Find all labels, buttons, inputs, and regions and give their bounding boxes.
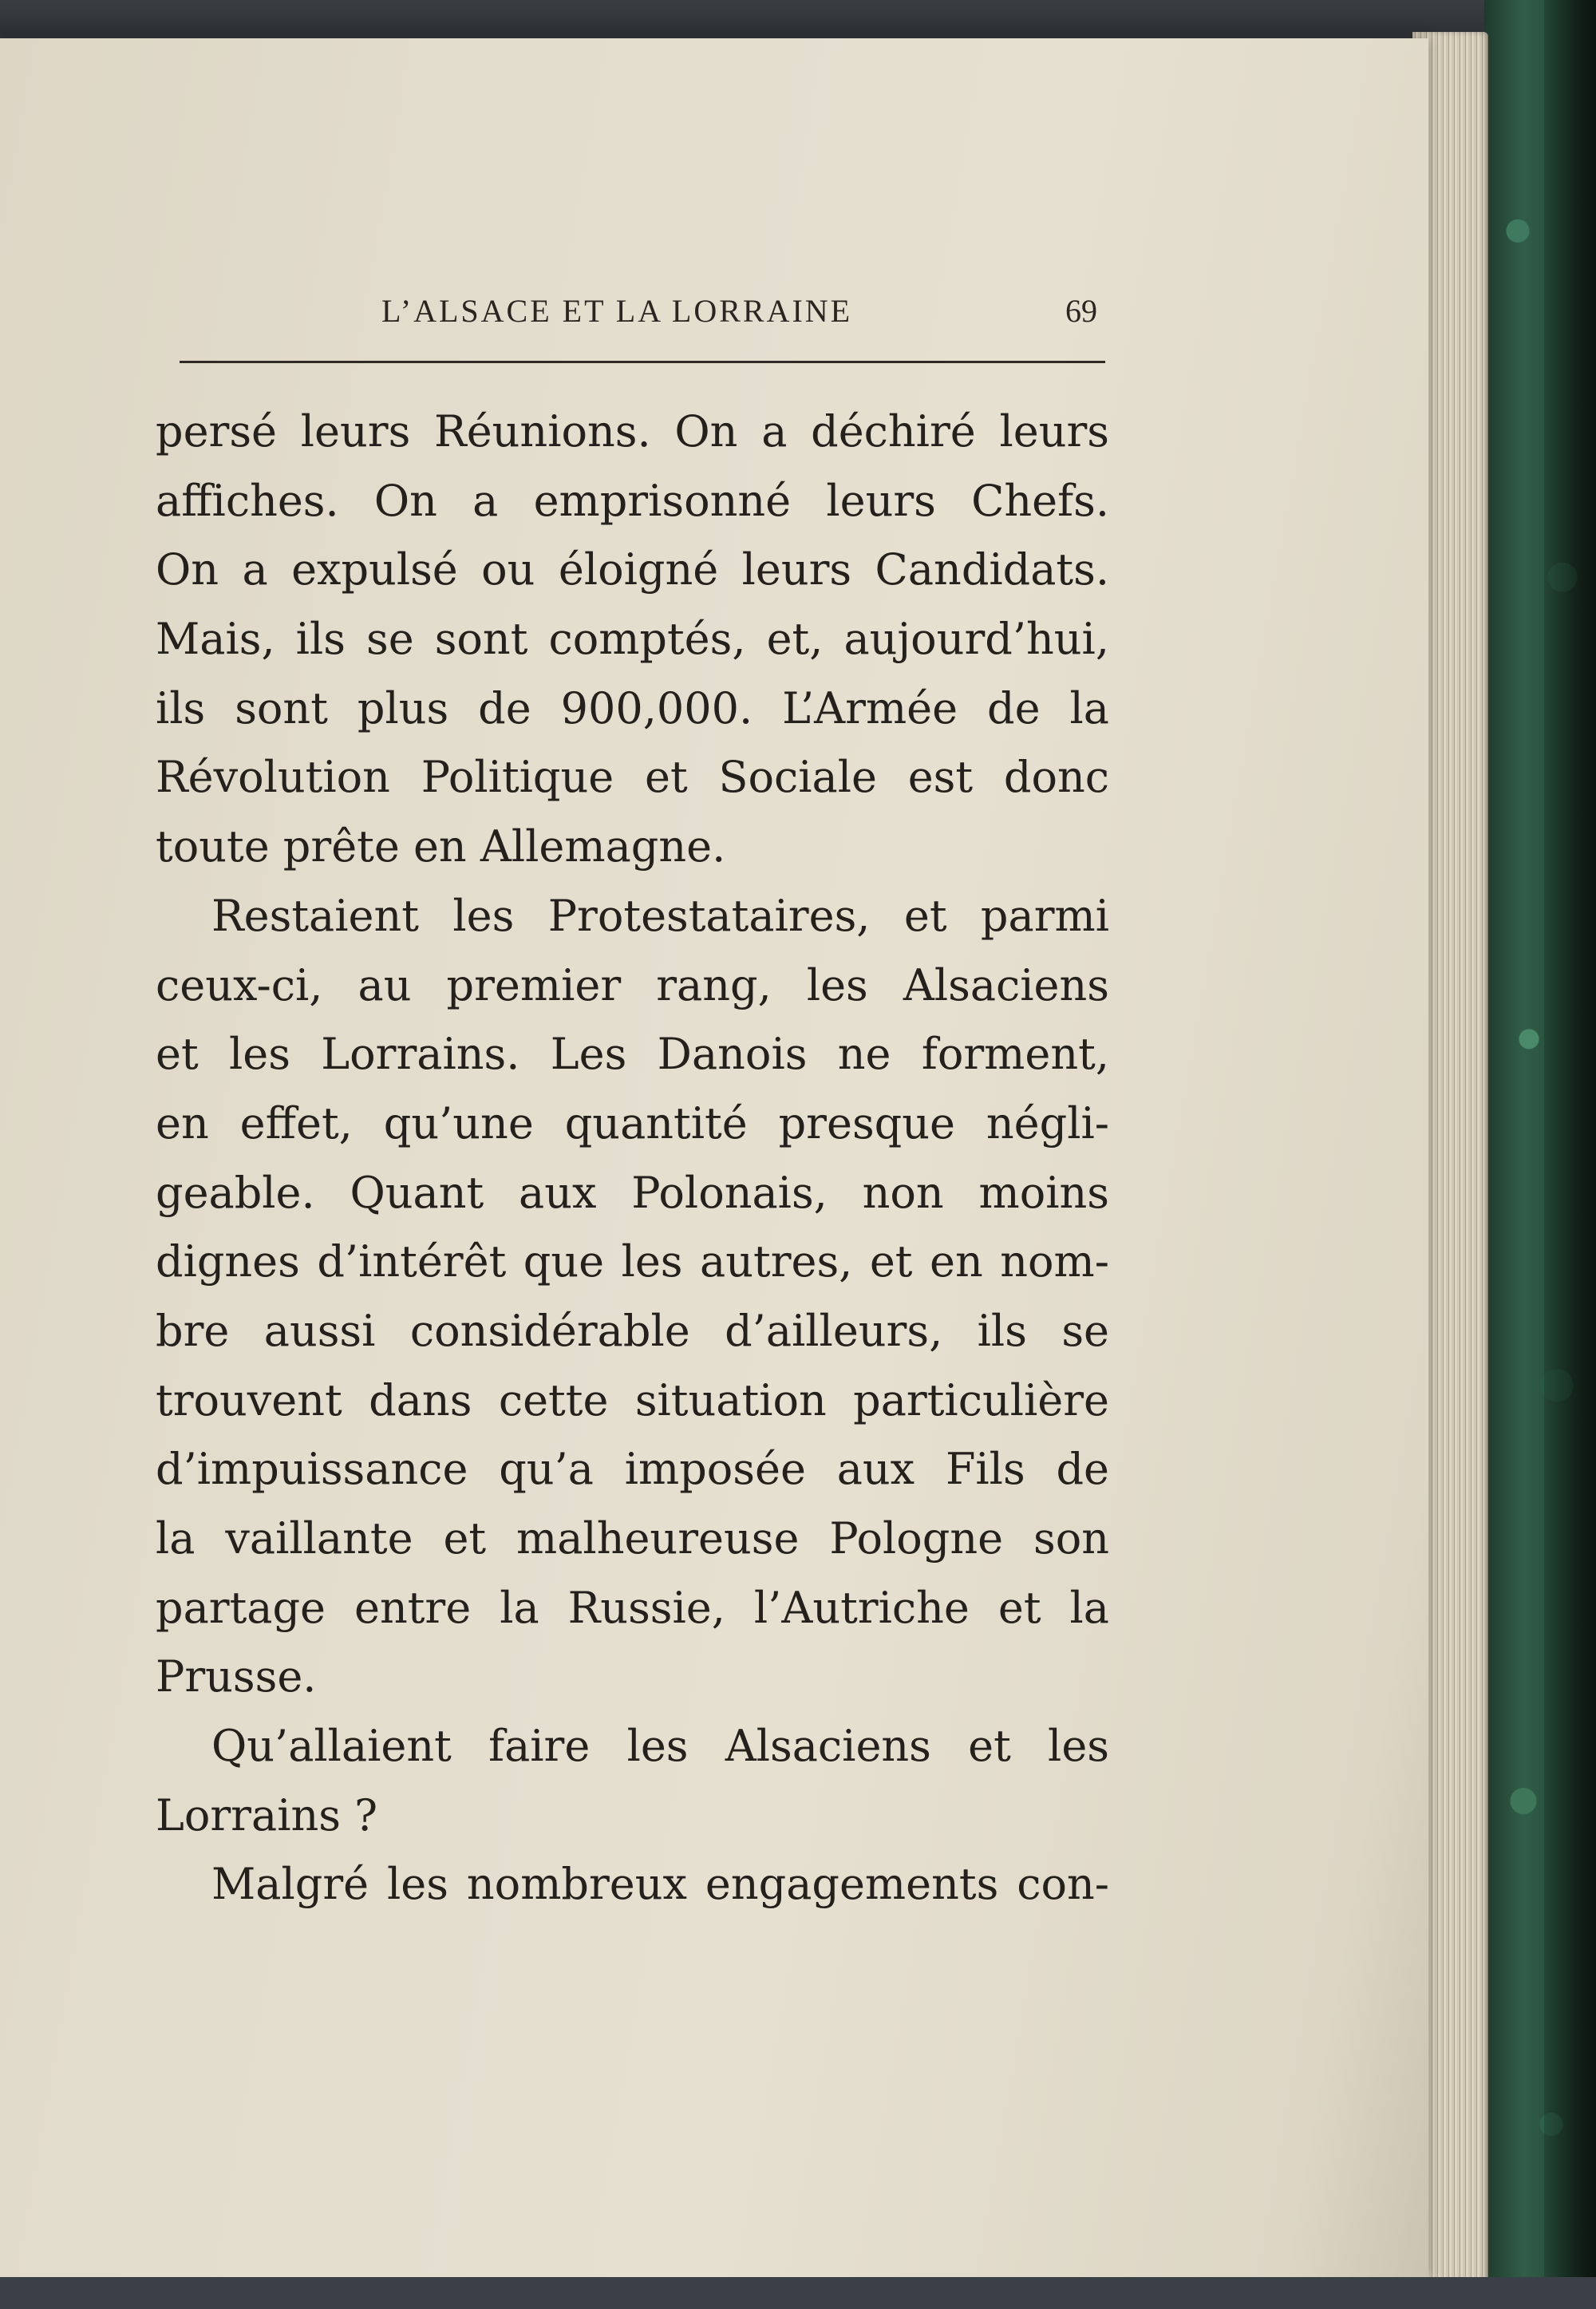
text-line: affiches. On a emprisonné leurs Chefs. [156,475,1109,526]
text-line: en effet, qu’une quantité presque négli- [156,1097,1109,1149]
text-line: persé leurs Réunions. On a déchiré leurs [156,406,1109,457]
body-text [156,397,1109,1920]
text-line: ils sont plus de 900,000. L’Armée de la [156,682,1109,733]
running-header [180,292,1105,340]
text-line: bre aussi considérable d’ailleurs, ils se [156,1305,1109,1356]
book-bottom-edge [0,2277,1596,2309]
text-line: Mais, ils se sont comptés, et, aujourd’hui, [156,614,1109,665]
text-line: dignes d’intérêt que les autres, et en nom- [156,1236,1109,1287]
text-line: d’impuissance qu’a imposée aux Fils de [156,1444,1109,1495]
text-line: partage entre la Russie, l’Autriche et la [156,1582,1109,1633]
text-line: geable. Quant aux Polonais, non moins [156,1167,1109,1218]
text-line: Révolution Politique et Sociale est donc [156,752,1109,803]
cover-shadow [1544,0,1596,2309]
page-number: 69 [1065,293,1097,329]
text-line: Malgré les nombreux engagements con- [211,1859,1109,1910]
text-line: Qu’allaient faire les Alsaciens et les [211,1721,1109,1772]
text-line: la vaillante et malheureuse Pologne son [156,1513,1109,1564]
text-line: toute prête en Allemagne. [156,821,726,872]
text-line: Prusse. [156,1651,317,1702]
text-line: Lorrains ? [156,1789,378,1840]
text-line: On a expulsé ou éloigné leurs Candidats. [156,544,1109,595]
header-rule [180,361,1105,363]
text-line: ceux-ci, au premier rang, les Alsaciens [156,959,1109,1010]
text-line: trouvent dans cette situation particulière [156,1374,1109,1425]
text-line: Restaient les Protestataires, et parmi [211,890,1109,941]
text-line: et les Lorrains. Les Danois ne forment, [156,1029,1109,1080]
running-title: L’ALSACE ET LA LORRAINE [381,293,853,329]
